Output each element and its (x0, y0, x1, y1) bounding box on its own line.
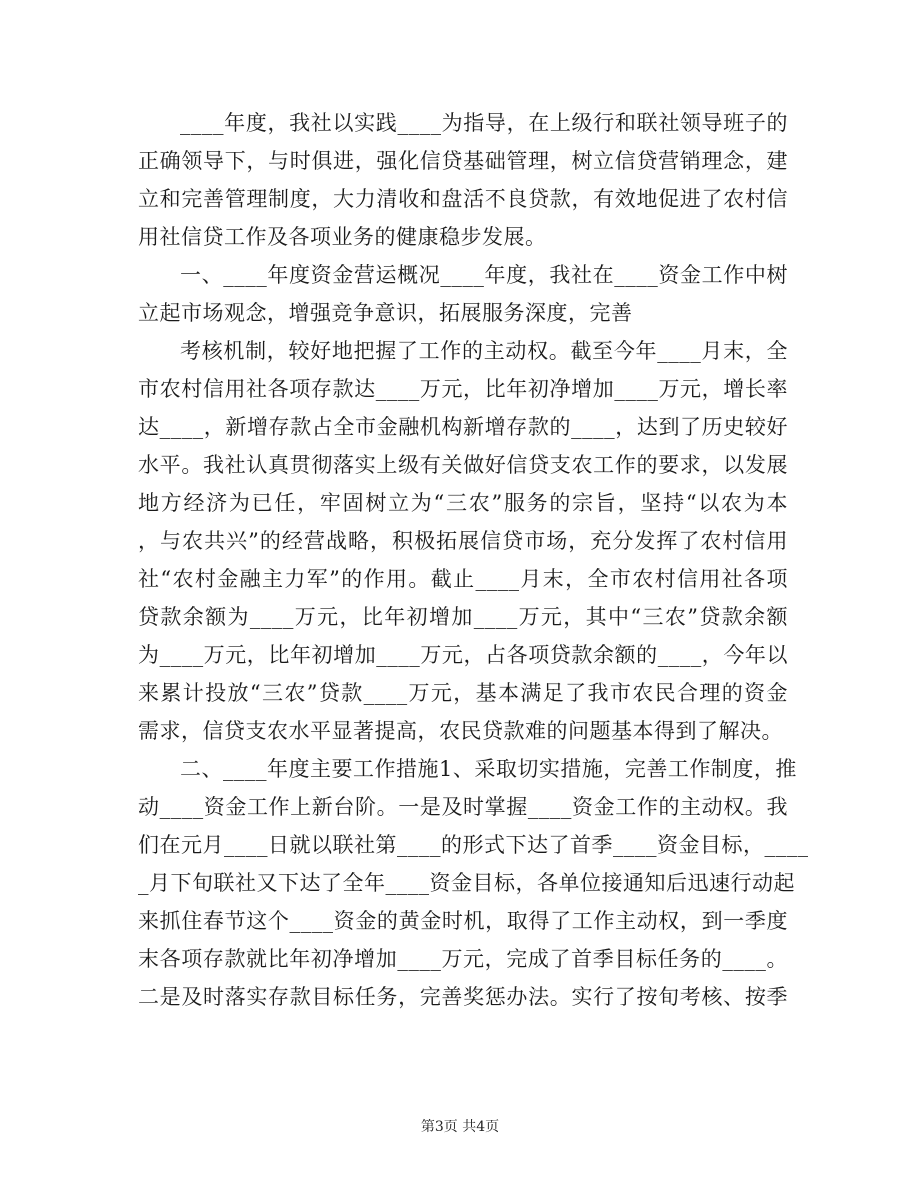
paragraph-3-line-11: 需求，信贷支农水平显著提高，农民贷款难的问题基本得到了解决。 (138, 719, 783, 743)
paragraph-3-line-6: ，与农共兴”的经营战略，积极拓展信贷市场，充分发挥了农村信用 (138, 529, 788, 553)
document-body (138, 104, 809, 1016)
paragraph-4-line-5: 来抓住春节这个____资金的黄金时机，取得了工作主动权，到一季度 (138, 909, 788, 933)
paragraph-4-line-3: 们在元月____日就以联社第____的形式下达了首季____资金目标，____ (138, 833, 809, 857)
paragraph-3-line-8: 贷款余额为____万元，比年初增加____万元，其中“三农”贷款余额 (138, 605, 788, 629)
paragraph-3-line-3: 达____，新增存款占全市金融机构新增存款的____，达到了历史较好 (138, 415, 788, 439)
paragraph-1-line-1: ____年度，我社以实践____为指导，在上级行和联社领导班子的 (180, 111, 788, 135)
paragraph-3-line-7: 社“农村金融主力军”的作用。截止____月末，全市农村信用社各项 (138, 567, 788, 591)
paragraph-3-line-10: 来累计投放“三农”贷款____万元，基本满足了我市农民合理的资金 (138, 681, 788, 705)
paragraph-3-line-1: 考核机制，较好地把握了工作的主动权。截至今年____月末，全 (180, 339, 788, 363)
paragraph-4-line-2: 动____资金工作上新台阶。一是及时掌握____资金工作的主动权。我 (138, 795, 788, 819)
paragraph-4-line-7: 二是及时落实存款目标任务，完善奖惩办法。实行了按旬考核、按季 (138, 985, 788, 1009)
paragraph-3-line-4: 水平。我社认真贯彻落实上级有关做好信贷支农工作的要求，以发展 (138, 453, 788, 477)
paragraph-1-line-2: 正确领导下，与时俱进，强化信贷基础管理，树立信贷营销理念，建 (138, 149, 788, 173)
paragraph-2-line-1: 一、____年度资金营运概况____年度，我社在____资金工作中树 (180, 263, 788, 287)
paragraph-2-line-2: 立起市场观念，增强竞争意识，拓展服务深度，完善 (138, 301, 633, 325)
paragraph-1-line-4: 用社信贷工作及各项业务的健康稳步发展。 (138, 225, 547, 249)
paragraph-3-line-9: 为____万元，比年初增加____万元，占各项贷款余额的____，今年以 (138, 643, 788, 667)
paragraph-4-line-4: _月下旬联社又下达了全年____资金目标，各单位接通知后迅速行动起 (138, 871, 795, 895)
paragraph-3-line-5: 地方经济为已任，牢固树立为“三农”服务的宗旨，坚持“以农为本 (138, 491, 788, 515)
paragraph-3-line-2: 市农村信用社各项存款达____万元，比年初净增加____万元，增长率 (138, 377, 788, 401)
paragraph-1-line-3: 立和完善管理制度，大力清收和盘活不良贷款，有效地促进了农村信 (138, 187, 788, 211)
paragraph-4-line-1: 二、____年度主要工作措施1、采取切实措施，完善工作制度，推 (180, 757, 797, 781)
page-number-footer: 第3页 共4页 (420, 1119, 500, 1135)
paragraph-4-line-6: 末各项存款就比年初净增加____万元，完成了首季目标任务的____。 (138, 947, 788, 971)
